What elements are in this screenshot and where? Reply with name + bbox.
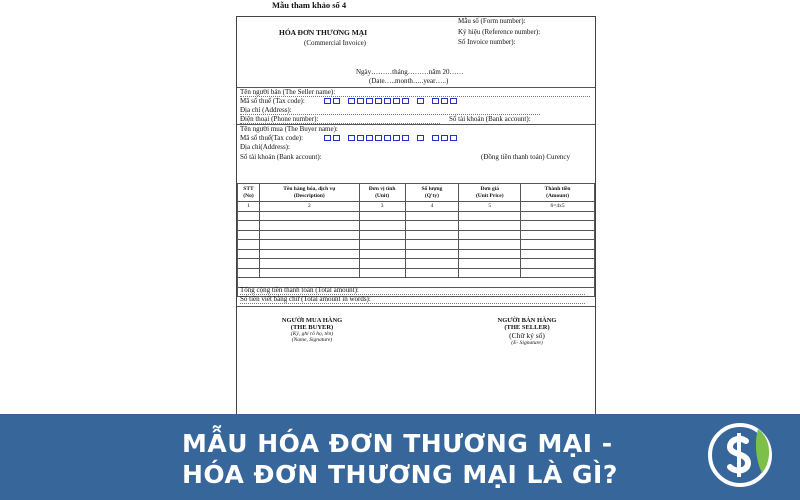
buyer-signature-title-en: (THE BUYER) xyxy=(290,324,334,331)
buyer-tax-code-boxes xyxy=(324,135,457,141)
column-header-unit-price: Đơn giá (Unit Price) xyxy=(459,184,521,202)
invoice-number: Số Invoice number): xyxy=(458,38,516,46)
table-cell: 4 xyxy=(405,202,459,212)
items-table xyxy=(237,183,595,297)
table-cell: 3 xyxy=(359,202,405,212)
table-row xyxy=(238,230,595,240)
seller-tax-code-boxes xyxy=(324,98,457,104)
seller-phone: Điện thoại (Phone number): xyxy=(240,116,440,124)
amount-in-words: Số tiền viết bằng chữ (Total amount in words): xyxy=(240,296,585,304)
table-cell: 6=4x5 xyxy=(521,202,595,212)
buyer-address: Địa chỉ(Address): xyxy=(240,143,290,151)
seller-signature-title-en: (THE SELLER) xyxy=(504,324,550,331)
seller-signature-title: NGƯỜI BÁN HÀNG xyxy=(497,317,557,324)
table-row xyxy=(238,240,595,250)
form-number: Mẫu số (Form number): xyxy=(458,17,526,25)
seller-bank-account: Số tài khoản (Bank account): xyxy=(449,115,531,123)
buyer-signature-block xyxy=(267,317,357,343)
invoice-document xyxy=(236,16,596,415)
buyer-tax-code: Mã số thuế(Tax code): xyxy=(240,134,304,142)
invoice-title: HÓA ĐƠN THƯƠNG MẠI xyxy=(279,28,368,37)
seller-signature-block xyxy=(482,317,572,346)
sample-label: Mẫu tham khảo số 4 xyxy=(272,0,347,10)
date-line: Ngày………tháng………năm 20…… xyxy=(356,68,464,76)
column-header-amount: Thành tiền (Amount) xyxy=(521,184,595,202)
banner-title xyxy=(182,428,618,490)
buyer-bank-account: Số tài khoản (Bank account): xyxy=(240,153,322,161)
seller-address: Địa chỉ (Address): xyxy=(240,107,540,115)
table-row xyxy=(238,259,595,269)
seller-name: Tên người bán (The Seller name): xyxy=(240,89,590,97)
buyer-name: Tên người mua (The Buyer name): xyxy=(240,125,338,133)
buyer-signature-title: NGƯỜI MUA HÀNG xyxy=(281,317,343,324)
table-row xyxy=(238,249,595,259)
reference-number: Ký hiệu (Reference number): xyxy=(458,28,541,36)
column-header-description: Tên hàng hóa, dịch vụ (Description) xyxy=(259,184,359,202)
seller-tax-code: Mã số thuế (Tax code): xyxy=(240,97,305,105)
table-cell: 1 xyxy=(238,202,260,212)
table-cell: 2 xyxy=(259,202,359,212)
dollar-leaf-logo-icon xyxy=(706,421,774,489)
table-header-row xyxy=(238,184,595,202)
column-header-quantity: Số lượng (Q'ty) xyxy=(405,184,459,202)
table-row xyxy=(238,221,595,231)
seller-signature-note-en: (E- Signature) xyxy=(511,340,543,346)
buyer-currency: (Đồng tiền thanh toán) Curency xyxy=(481,153,571,161)
seller-signature-note: (Chữ ký số) xyxy=(509,331,545,340)
buyer-signature-note-en: (Name, Signature) xyxy=(291,337,333,343)
table-row xyxy=(238,211,595,221)
column-header-unit: Đơn vị tính (Unit) xyxy=(359,184,405,202)
table-cell: 5 xyxy=(459,202,521,212)
divider xyxy=(237,306,595,307)
column-header-no: STT (No) xyxy=(238,184,260,202)
banner-title-line-2: HÓA ĐƠN THƯƠNG MẠI LÀ GÌ? xyxy=(182,460,618,489)
total-amount: Tổng cộng tiền thanh toán (Total amount): xyxy=(240,287,585,295)
banner-title-line-1: MẪU HÓA ĐƠN THƯƠNG MẠI - xyxy=(182,429,613,458)
invoice-title-en: (Commercial Invoice) xyxy=(304,39,367,47)
buyer-signature-note: (Ký, ghi rõ họ, tên) xyxy=(290,331,334,337)
date-line-en: (Date…..month…..year…..) xyxy=(369,77,449,85)
table-number-row xyxy=(238,202,595,212)
table-row xyxy=(238,268,595,278)
